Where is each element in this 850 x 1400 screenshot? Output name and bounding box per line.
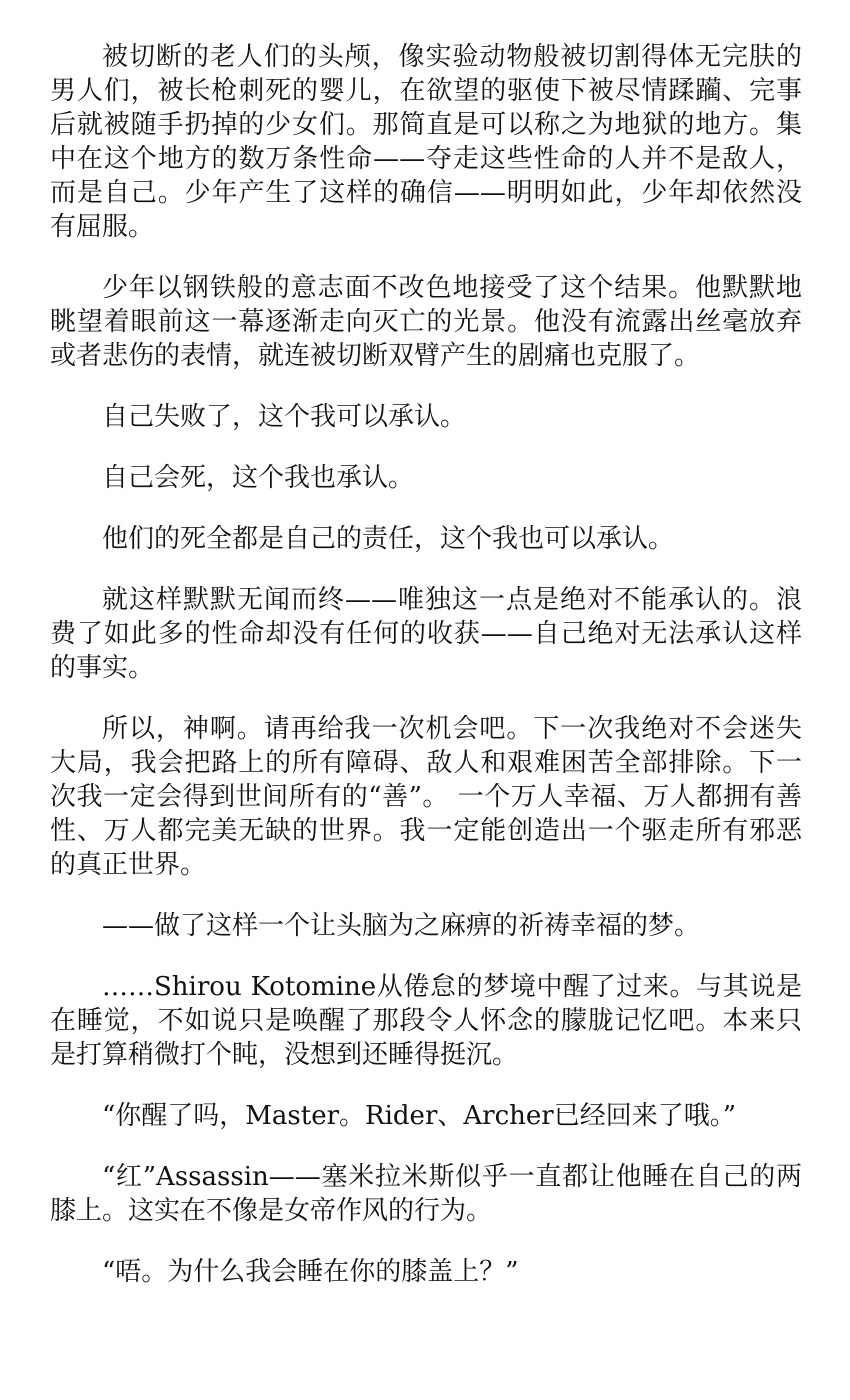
- paragraph-12: “唔。为什么我会睡在你的膝盖上？”: [102, 1257, 519, 1287]
- paragraph-4: 自己会死，这个我也承认。: [102, 463, 415, 493]
- paragraph-11: “红”Assassin——塞米拉米斯似乎一直都让他睡在自己的两膝上。这实在不像是女帝作风的行为。: [50, 1162, 802, 1226]
- paragraph-6: 就这样默默无闻而终——唯独这一点是绝对不能承认的。浪费了如此多的性命却没有任何的收获——自己绝对无法承认这样的事实。: [50, 585, 802, 683]
- paragraph-1: 被切断的老人们的头颅，像实验动物般被切割得体无完肤的男人们，被长枪刺死的婴儿，在欲望的驱使下被尽情蹂躏、完事后就被随手扔掉的少女们。那简直是可以称之为地狱的地方。集中在这个地方的数万条性命——夺走这些性命的人并不是敌人，而是自己。少年产生了这样的确信——明明如此，少年却依然没有屈服。: [50, 42, 802, 242]
- paragraph-3: 自己失败了，这个我可以承认。: [102, 402, 467, 432]
- paragraph-9: ……Shirou Kotomine从倦怠的梦境中醒了过来。与其说是在睡觉，不如说只是唤醒了那段令人怀念的朦胧记忆吧。本来只是打算稍微打个盹，没想到还睡得挺沉。: [50, 972, 802, 1070]
- paragraph-2: 少年以钢铁般的意志面不改色地接受了这个结果。他默默地眺望着眼前这一幕逐渐走向灭亡的光景。他没有流露出丝毫放弃或者悲伤的表情，就连被切断双臂产生的剧痛也克服了。: [50, 273, 802, 371]
- paragraph-7: 所以，神啊。请再给我一次机会吧。下一次我绝对不会迷失大局，我会把路上的所有障碍、敌人和艰难困苦全部排除。下一次我一定会得到世间所有的“善”。 一个万人幸福、万人都拥有善性、万人都完美无缺的世界。我一定能创造出一个驱走所有邪恶的真正世界。: [50, 714, 802, 880]
- paragraph-5: 他们的死全都是自己的责任，这个我也可以承认。: [102, 524, 675, 554]
- paragraph-8: ——做了这样一个让头脑为之麻痹的祈祷幸福的梦。: [102, 911, 701, 941]
- paragraph-10: “你醒了吗，Master。Rider、Archer已经回来了哦。”: [102, 1101, 736, 1131]
